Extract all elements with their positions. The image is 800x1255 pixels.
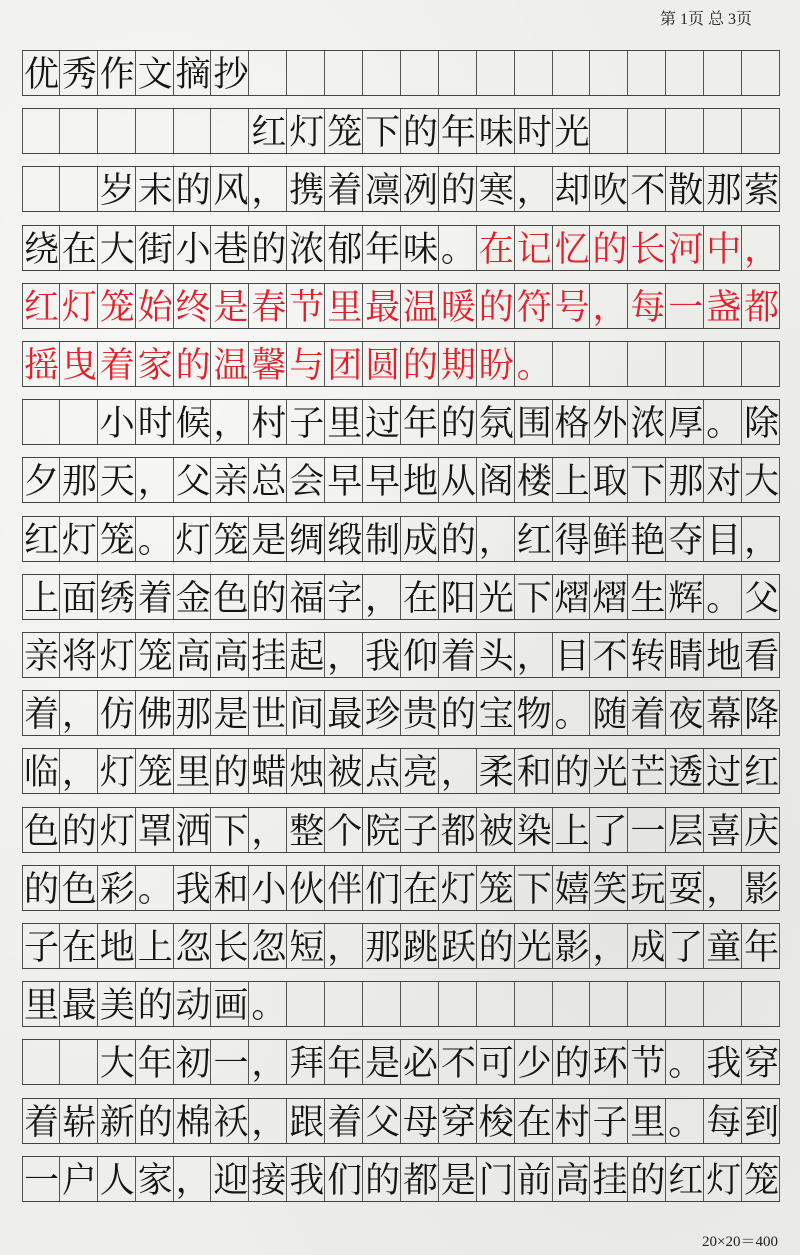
line-text: 的色彩。我和小伙伴们在灯笼下嬉笑玩耍，影 — [24, 869, 783, 910]
line-text: 上面绣着金色的福字，在阳光下熠熠生辉。父 — [24, 578, 783, 619]
line-text: 着崭新的棉袄，跟着父母穿梭在村子里。每到 — [24, 1102, 783, 1143]
text-line — [22, 1039, 800, 1083]
text-line — [22, 341, 782, 385]
text-line — [22, 574, 782, 618]
composition-grid — [22, 50, 783, 1215]
highlighted-text: 在记忆的长河中， — [478, 229, 783, 270]
text-line — [22, 225, 782, 269]
essay-title — [22, 108, 800, 152]
text-line — [22, 1098, 782, 1142]
text-line — [22, 748, 782, 792]
line-text: 红灯笼。灯笼是绸缎制成的，红得鲜艳夺目， — [24, 520, 783, 561]
line-text: 临，灯笼里的蜡烛被点亮，柔和的光芒透过红 — [24, 753, 783, 794]
line-text: 岁末的风，携着凛冽的寒，却吹不散那萦 — [99, 171, 782, 212]
text-line — [22, 981, 782, 1025]
text-line — [22, 865, 782, 909]
page-indicator: 第 1页 总 3页 — [659, 11, 752, 28]
text-line — [22, 283, 782, 327]
line-text: 绕在大街小巷的浓郁年味。 — [24, 229, 479, 270]
line-text: 小时候，村子里过年的氛围格外浓厚。除 — [99, 404, 782, 445]
text-line — [22, 690, 782, 734]
line-text: 红灯笼下的年味时光 — [251, 113, 593, 154]
line-text: 里最美的动画。 — [24, 986, 290, 1027]
line-text: 优秀作文摘抄 — [24, 55, 252, 95]
line-text: 亲将灯笼高高挂起，我仰着头，目不转睛地看 — [24, 637, 783, 677]
grid-count-label: 20×20＝400 — [702, 1234, 778, 1250]
text-line — [22, 399, 800, 443]
section-heading — [22, 50, 782, 94]
line-text: 色的灯罩洒下，整个院子都被染上了一层喜庆 — [24, 811, 783, 852]
text-line — [22, 516, 782, 560]
text-line — [22, 807, 782, 851]
highlighted-text: 红灯笼始终是春节里最温暖的符号，每一盏都 — [24, 287, 783, 328]
text-line — [22, 923, 782, 967]
line-text: 子在地上忽长忽短，那跳跃的光影，成了童年 — [24, 928, 783, 968]
text-line — [22, 632, 782, 676]
text-line — [22, 1156, 782, 1200]
line-text: 夕那天，父亲总会早早地从阁楼上取下那对大 — [24, 462, 783, 503]
line-text: 大年初一，拜年是必不可少的环节。我穿 — [99, 1044, 782, 1085]
text-line — [22, 457, 782, 501]
highlighted-text: 摇曳着家的温馨与团圆的期盼。 — [24, 346, 555, 386]
line-text: 一户人家，迎接我们的都是门前高挂的红灯笼 — [24, 1160, 783, 1201]
text-line — [22, 166, 800, 210]
line-text: 着，仿佛那是世间最珍贵的宝物。随着夜幕降 — [24, 695, 783, 736]
